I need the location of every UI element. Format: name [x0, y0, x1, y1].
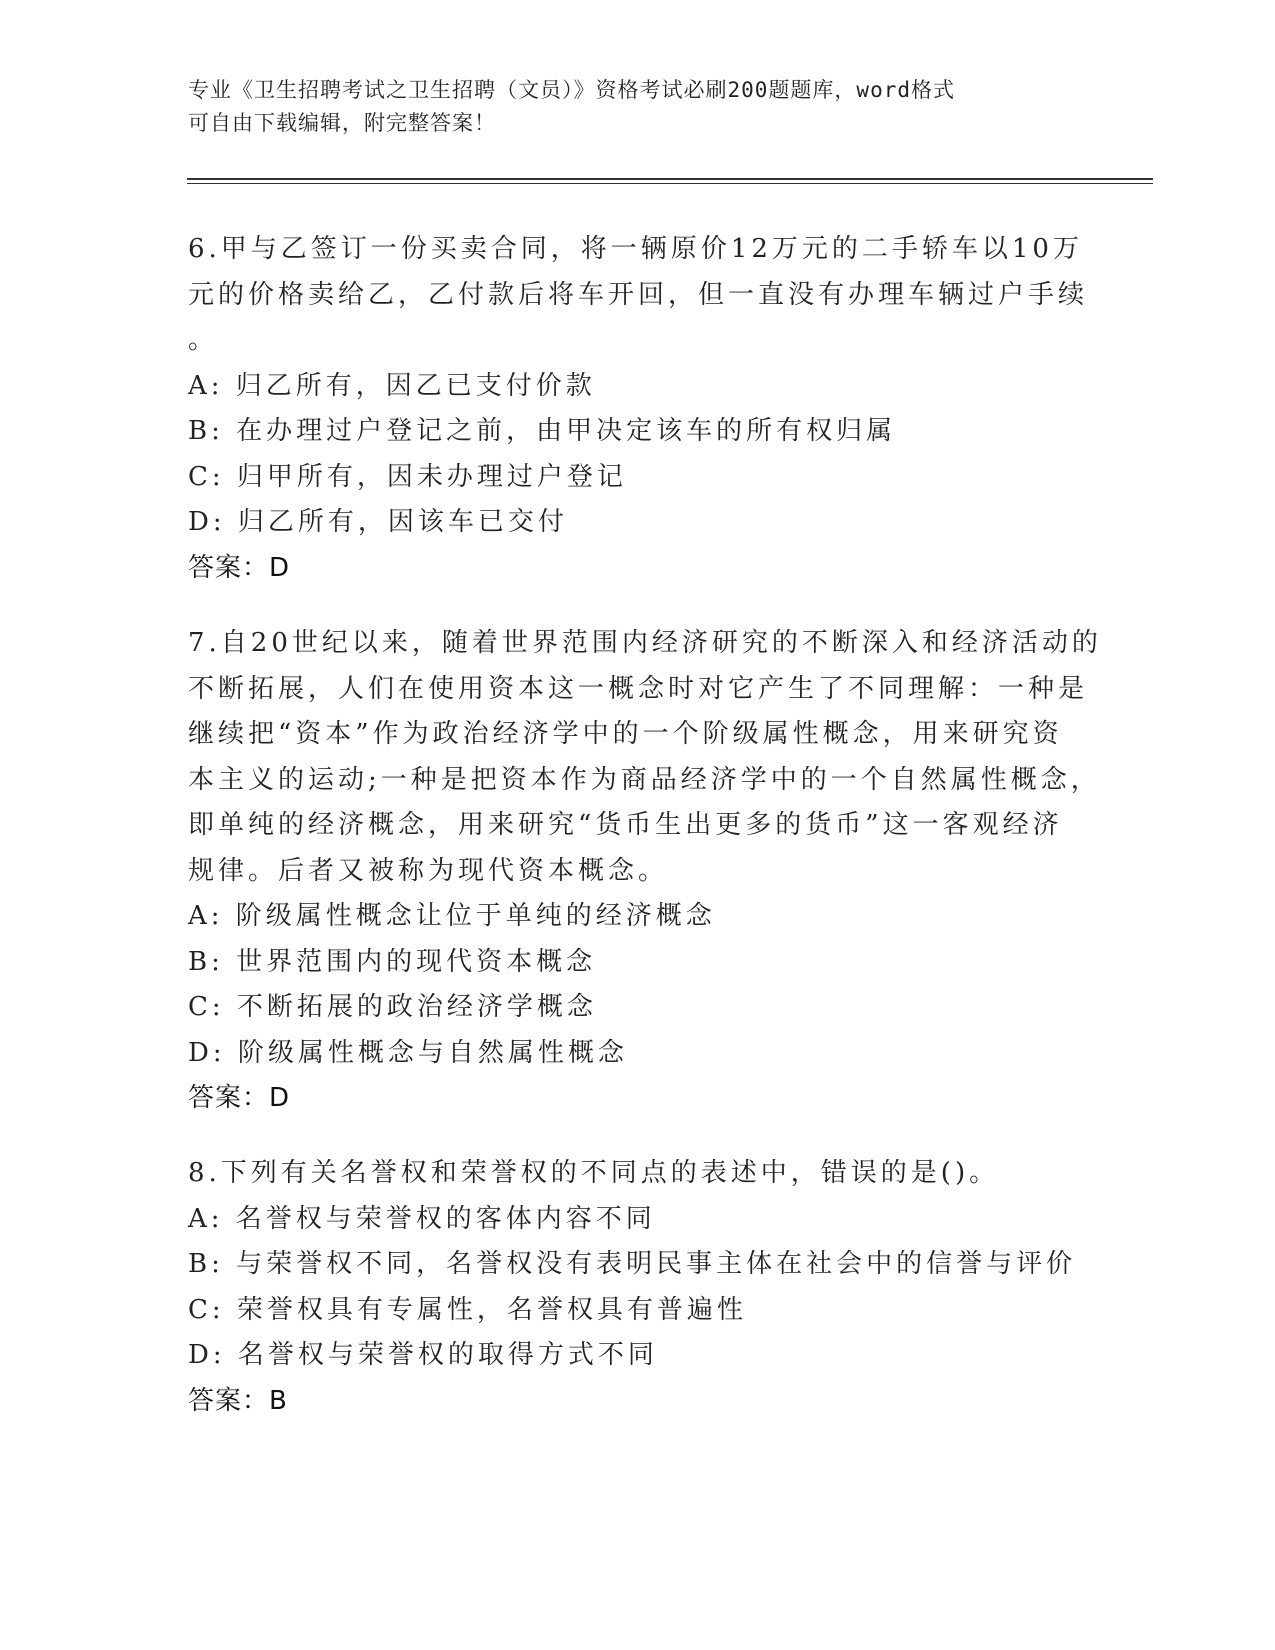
- option-b: B: 世界范围内的现代资本概念: [188, 946, 597, 977]
- option-a: A: 名誉权与荣誉权的客体内容不同: [188, 1203, 656, 1234]
- question-8: [188, 1151, 1088, 1424]
- question-stem-line: 不断拓展，人们在使用资本这一概念时对它产生了不同理解：一种是: [188, 673, 1089, 704]
- answer-label: 答案：D: [188, 1083, 291, 1113]
- question-6: [188, 227, 1088, 591]
- document-header: [188, 74, 1088, 140]
- answer-label: 答案：D: [188, 552, 291, 583]
- question-stem-line: 即单纯的经济概念，用来研究“货币生出更多的货币”这一客观经济: [188, 810, 1063, 840]
- question-stem-line: 元的价格卖给乙，乙付款后将车开回，但一直没有办理车辆过户手续: [188, 279, 1089, 310]
- header-divider-thin: [187, 183, 1153, 184]
- option-c: C: 荣誉权具有专属性，名誉权具有普遍性: [188, 1294, 747, 1325]
- option-b: B: 与荣誉权不同，名誉权没有表明民事主体在社会中的信誉与评价: [188, 1249, 1077, 1279]
- answer-label: 答案：B: [188, 1385, 288, 1416]
- option-a: A: 归乙所有，因乙已支付价款: [188, 370, 596, 401]
- option-d: D: 归乙所有，因该车已交付: [188, 507, 568, 537]
- option-b: B: 在办理过户登记之前，由甲决定该车的所有权归属: [188, 416, 897, 446]
- question-stem-line: 。: [188, 325, 219, 355]
- question-7: [188, 621, 1102, 1122]
- question-stem-line: 6.甲与乙签订一份买卖合同，将一辆原价12万元的二手轿车以10万: [188, 234, 1083, 264]
- header-subtitle-line: 可自由下载编辑，附完整答案！: [188, 111, 496, 135]
- question-stem-line: 本主义的运动;一种是把资本作为商品经济学中的一个自然属性概念，: [188, 764, 1101, 795]
- option-d: D: 阶级属性概念与自然属性概念: [188, 1037, 628, 1068]
- question-stem-line: 规律。后者又被称为现代资本概念。: [188, 855, 669, 886]
- option-c: C: 归甲所有，因未办理过户登记: [188, 461, 627, 492]
- option-c: C: 不断拓展的政治经济学概念: [188, 992, 597, 1022]
- question-stem-line: 8.下列有关名誉权和荣誉权的不同点的表述中，错误的是()。: [188, 1158, 1000, 1188]
- option-a: A: 阶级属性概念让位于单纯的经济概念: [188, 901, 716, 931]
- header-divider-thick: [187, 178, 1153, 180]
- option-d: D: 名誉权与荣誉权的取得方式不同: [188, 1340, 658, 1370]
- question-stem-line: 继续把“资本”作为政治经济学中的一个阶级属性概念，用来研究资: [188, 719, 1063, 749]
- question-stem-line: 7.自20世纪以来，随着世界范围内经济研究的不断深入和经济活动的: [188, 628, 1102, 658]
- header-title-line: 专业《卫生招聘考试之卫生招聘（文员）》资格考试必刷200题题库，word格式: [188, 78, 955, 102]
